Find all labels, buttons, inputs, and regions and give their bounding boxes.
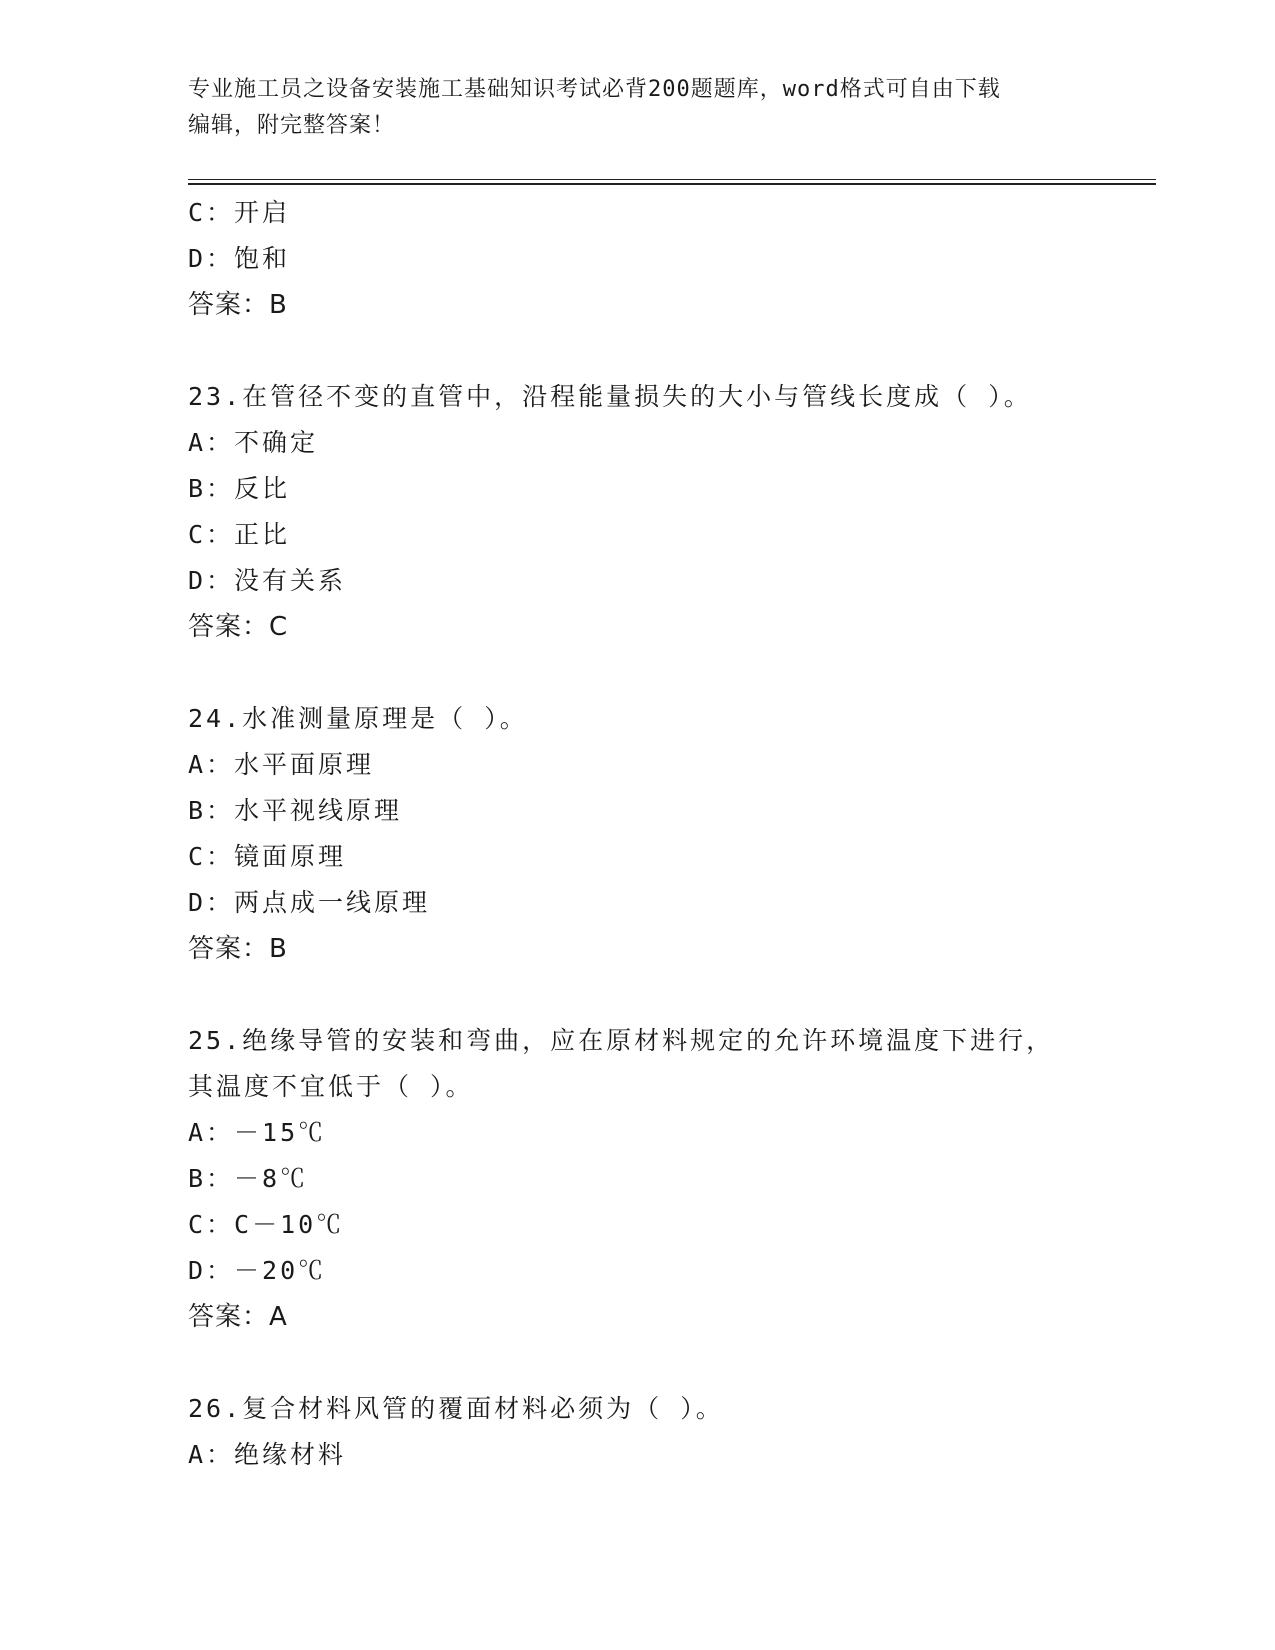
question-24 xyxy=(188,696,1156,972)
answer-line: 答案：B xyxy=(188,934,288,964)
option-b: B：反比 xyxy=(188,474,291,503)
option-a: A：不确定 xyxy=(188,428,319,457)
option-d: D：饱和 xyxy=(188,244,291,273)
option-d: D：－20℃ xyxy=(188,1256,327,1285)
question-26 xyxy=(188,1386,1156,1478)
question-22-tail xyxy=(188,190,1156,328)
option-a: A：－15℃ xyxy=(188,1118,327,1147)
answer-line: 答案：B xyxy=(188,290,288,320)
question-stem: 25.绝缘导管的安装和弯曲，应在原材料规定的允许环境温度下进行， xyxy=(188,1026,1055,1055)
header-divider-thin xyxy=(188,179,1156,180)
question-stem: 23.在管径不变的直管中，沿程能量损失的大小与管线长度成（ ）。 xyxy=(188,382,1032,411)
header-divider-thick xyxy=(188,183,1156,185)
document-header xyxy=(188,72,1068,144)
option-d: D：没有关系 xyxy=(188,566,347,595)
question-25 xyxy=(188,1018,1156,1340)
question-stem: 26.复合材料风管的覆面材料必须为（ ）。 xyxy=(188,1394,724,1423)
spacer xyxy=(188,1340,1156,1386)
spacer xyxy=(188,972,1156,1018)
option-a: A：绝缘材料 xyxy=(188,1440,347,1469)
question-23 xyxy=(188,374,1156,650)
option-c: C：开启 xyxy=(188,198,291,227)
option-a: A：水平面原理 xyxy=(188,750,375,779)
option-c: C：镜面原理 xyxy=(188,842,347,871)
question-stem: 24.水准测量原理是（ ）。 xyxy=(188,704,528,733)
question-stem-continued: 其温度不宜低于（ ）。 xyxy=(188,1072,474,1101)
question-list xyxy=(188,190,1156,1478)
answer-line: 答案：C xyxy=(188,612,289,642)
option-b: B：水平视线原理 xyxy=(188,796,403,825)
option-c: C：C－10℃ xyxy=(188,1210,345,1239)
option-c: C：正比 xyxy=(188,520,291,549)
spacer xyxy=(188,650,1156,696)
answer-line: 答案：A xyxy=(188,1302,288,1332)
header-title-line-1: 专业施工员之设备安装施工基础知识考试必背200题题库，word格式可自由下载 xyxy=(188,77,1001,102)
spacer xyxy=(188,328,1156,374)
option-b: B：－8℃ xyxy=(188,1164,309,1193)
option-d: D：两点成一线原理 xyxy=(188,888,431,917)
header-title-line-2: 编辑，附完整答案！ xyxy=(188,113,396,138)
